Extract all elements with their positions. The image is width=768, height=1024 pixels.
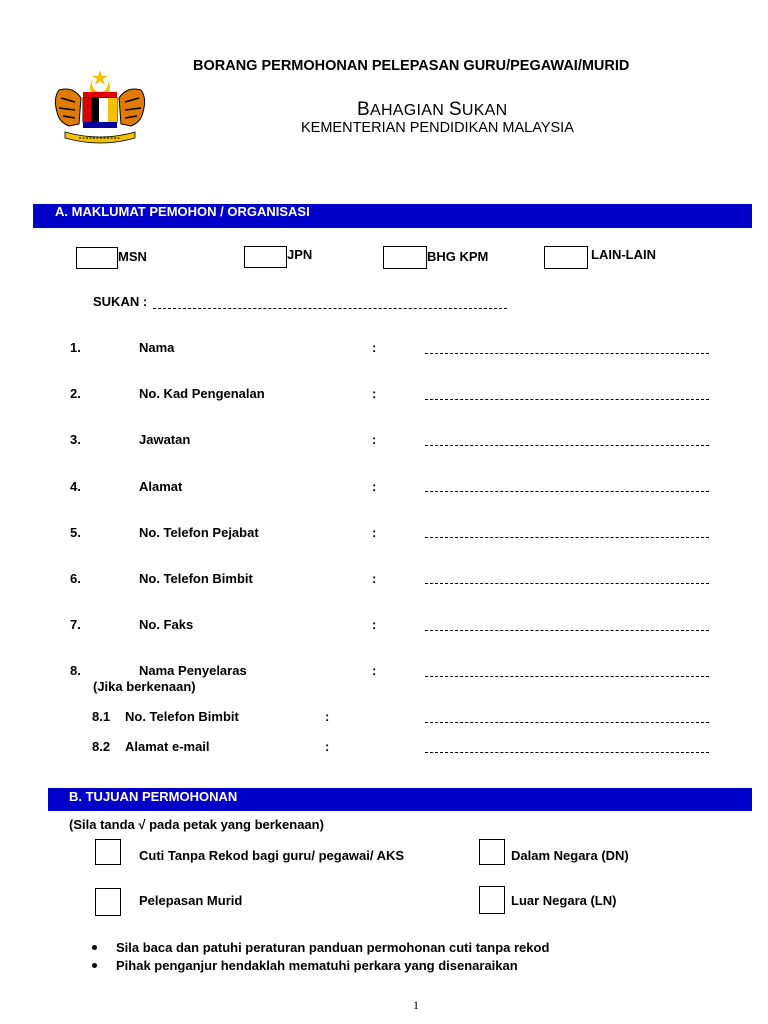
option-lain-lain-label: LAIN-LAIN [591, 247, 656, 262]
field-8-number: 8. [70, 663, 81, 678]
department-name: BAHAGIAN SUKAN [357, 99, 508, 120]
option-lain-lain-checkbox[interactable] [544, 246, 588, 269]
section-a-title: A. MAKLUMAT PEMOHON / ORGANISASI [55, 204, 310, 219]
subfield-8-2-label: Alamat e-mail [125, 739, 210, 754]
luar-negara-label: Luar Negara (LN) [511, 893, 617, 908]
option-jpn-checkbox[interactable] [244, 246, 287, 268]
subfield-8-2-colon: : [325, 739, 330, 754]
field-5-input-line[interactable] [425, 537, 709, 538]
field-4-input-line[interactable] [425, 491, 709, 492]
field-6-label: No. Telefon Bimbit [139, 571, 253, 586]
bullet-2-icon [92, 963, 97, 968]
field-3-number: 3. [70, 432, 81, 447]
field-1-label: Nama [139, 340, 175, 355]
page-number: 1 [413, 998, 419, 1012]
subfield-8-1-number: 8.1 [92, 709, 111, 724]
subfield-8-2-input-line[interactable] [425, 752, 709, 753]
pelepasan-murid-checkbox[interactable] [95, 888, 121, 916]
pelepasan-murid-label: Pelepasan Murid [139, 893, 243, 908]
field-4-label: Alamat [139, 479, 183, 494]
ministry-name: KEMENTERIAN PENDIDIKAN MALAYSIA [301, 120, 574, 136]
luar-negara-checkbox[interactable] [479, 886, 505, 914]
section-b-instruction: (Sila tanda √ pada petak yang berkenaan) [69, 817, 324, 832]
field-2-label: No. Kad Pengenalan [139, 386, 265, 401]
field-7-number: 7. [70, 617, 81, 632]
field-1-input-line[interactable] [425, 353, 709, 354]
field-8-input-line[interactable] [425, 676, 709, 677]
option-bhg-kpm-checkbox[interactable] [383, 246, 427, 269]
field-7-colon: : [372, 617, 377, 632]
coat-of-arms-logo [45, 68, 155, 148]
bullet-1-text: Sila baca dan patuhi peraturan panduan permohonan cuti tanpa rekod [116, 940, 550, 955]
option-jpn-label: JPN [287, 247, 313, 262]
subfield-8-1-input-line[interactable] [425, 722, 709, 723]
field-5-colon: : [372, 525, 377, 540]
dalam-negara-label: Dalam Negara (DN) [511, 848, 629, 863]
option-msn-checkbox[interactable] [76, 247, 118, 269]
field-8-note: (Jika berkenaan) [93, 679, 196, 694]
field-8-colon: : [372, 663, 377, 678]
field-5-number: 5. [70, 525, 81, 540]
subfield-8-2-number: 8.2 [92, 739, 111, 754]
field-7-label: No. Faks [139, 617, 194, 632]
section-a-header [33, 204, 752, 228]
subfield-8-1-colon: : [325, 709, 330, 724]
field-2-number: 2. [70, 386, 81, 401]
sukan-label: SUKAN : [93, 294, 148, 309]
field-3-input-line[interactable] [425, 445, 709, 446]
field-4-colon: : [372, 479, 377, 494]
field-2-input-line[interactable] [425, 399, 709, 400]
bullet-2-text: Pihak penganjur hendaklah mematuhi perkara yang disenaraikan [116, 958, 518, 973]
subfield-8-1-label: No. Telefon Bimbit [125, 709, 239, 724]
section-b-header [48, 788, 752, 811]
cuti-tanpa-rekod-label: Cuti Tanpa Rekod bagi guru/ pegawai/ AKS [139, 848, 405, 863]
field-6-number: 6. [70, 571, 81, 586]
field-2-colon: : [372, 386, 377, 401]
section-b-title: B. TUJUAN PERMOHONAN [69, 789, 238, 804]
bullet-1-icon [92, 945, 97, 950]
field-8-label: Nama Penyelaras [139, 663, 247, 678]
option-bhg-kpm-label: BHG KPM [427, 249, 489, 264]
field-3-colon: : [372, 432, 377, 447]
field-1-colon: : [372, 340, 377, 355]
dalam-negara-checkbox[interactable] [479, 839, 505, 865]
option-msn-label: MSN [118, 249, 147, 264]
field-3-label: Jawatan [139, 432, 191, 447]
sukan-input-line[interactable] [153, 308, 507, 309]
field-1-number: 1. [70, 340, 81, 355]
field-7-input-line[interactable] [425, 630, 709, 631]
field-5-label: No. Telefon Pejabat [139, 525, 259, 540]
field-4-number: 4. [70, 479, 81, 494]
field-6-input-line[interactable] [425, 583, 709, 584]
cuti-tanpa-rekod-checkbox[interactable] [95, 839, 121, 865]
form-title: BORANG PERMOHONAN PELEPASAN GURU/PEGAWAI/MURID [193, 58, 630, 74]
field-6-colon: : [372, 571, 377, 586]
